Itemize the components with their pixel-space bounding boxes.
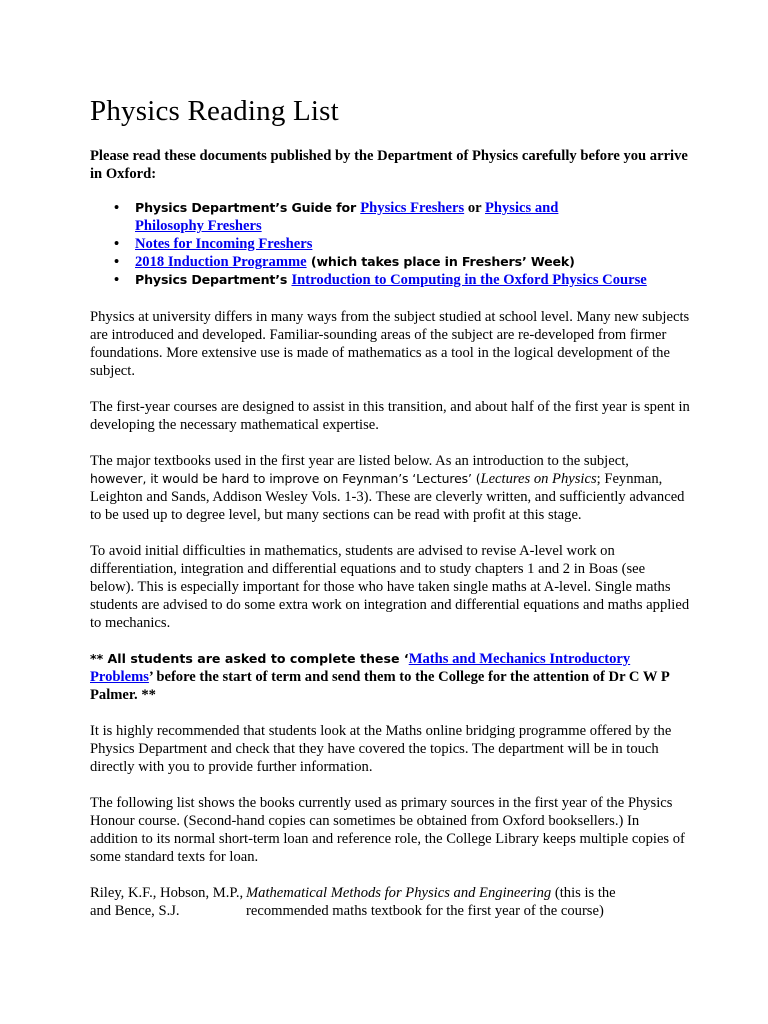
textbooks-rest: Leighton and Sands, Addison Wesley Vols. 1-3). These are cleverly written, and sufficiently advanced to be used up to degree level, but many sections can be read with profit at this stage. (90, 489, 685, 523)
paragraph-major-textbooks (90, 452, 690, 524)
list-item-text (135, 199, 565, 235)
reference-row (90, 884, 690, 920)
induction-programme-link[interactable]: 2018 Induction Programme (135, 254, 307, 270)
reference-work (246, 884, 690, 920)
page-title: Physics Reading List (90, 95, 339, 127)
list-item-suffix: (which takes place in Freshers’ Week) (306, 254, 575, 269)
textbooks-line-1: The major textbooks used in the first year are listed below. As an introduction to the subject, (90, 453, 629, 469)
notes-incoming-freshers-link[interactable]: Notes for Incoming Freshers (135, 236, 313, 252)
physics-philosophy-freshers-link[interactable]: Physics and Philosophy Freshers (135, 200, 559, 234)
list-item (114, 253, 690, 271)
reference-title: Mathematical Methods for Physics and Engineering (246, 885, 552, 901)
bullet-icon: • (114, 272, 120, 288)
physics-freshers-link[interactable]: Physics Freshers (360, 200, 465, 216)
paragraph-first-year-courses: The first-year courses are designed to assist in this transition, and about half of the first year is spent in developing the necessary mathematical expertise. (90, 399, 690, 433)
notice-suffix: ’ before the start of term and send them to the College for the attention of Dr C W P Palmer. ** (90, 669, 669, 703)
notice-prefix: ** All students are asked to complete these ‘ (90, 651, 409, 666)
maths-mechanics-problems-link[interactable]: Maths and Mechanics Introductory Problems (90, 651, 631, 685)
bullet-icon: • (114, 236, 120, 252)
list-item-prefix: Physics Department’s Guide for (135, 200, 361, 215)
paragraph-bridging-programme: It is highly recommended that students look at the Maths online bridging programme offered by the Physics Department and check that they have covered the topics. The department will be in touch directly with you to provide further information. (90, 723, 672, 775)
list-item (114, 271, 690, 289)
reading-list-page (90, 90, 690, 920)
bullet-icon: • (114, 254, 120, 270)
bullet-icon: • (114, 200, 120, 216)
list-item-prefix: Physics Department’s (135, 272, 292, 287)
paragraph-maths-problems-notice (90, 650, 690, 704)
list-item (114, 199, 690, 235)
paragraph-maths-advice: To avoid initial difficulties in mathematics, students are advised to revise A-level work on differentiation, integration and differential equations and to study chapters 1 and 2 in Boas (see below). This is especially important for those who have taken single maths at A-level. Single maths students are advised to do some extra work on integration and differential equations and maths applied to mechanics. (90, 543, 690, 631)
textbooks-feynman-mention: however, it would be hard to improve on Feynman’s ‘Lectures’ ( (90, 471, 481, 486)
reference-note: (this is the recommended maths textbook for the first year of the course) (246, 885, 616, 919)
required-documents-list (90, 199, 690, 289)
list-item-connector: or (464, 200, 485, 216)
list-item (114, 235, 690, 253)
intro-computing-link[interactable]: Introduction to Computing in the Oxford Physics Course (291, 272, 647, 288)
textbooks-line-2-end: ; Feynman, (596, 471, 663, 487)
paragraph-book-sources: The following list shows the books currently used as primary sources in the first year of the Physics Honour course. (Second-hand copies can sometimes be obtained from Oxford booksellers.) In addition to its normal short-term loan and reference role, the College Library keeps multiple copies of some standard texts for loan. (90, 795, 685, 865)
feynman-book-title: Lectures on Physics (480, 471, 597, 487)
reference-authors: Riley, K.F., Hobson, M.P., and Bence, S.J. (90, 885, 244, 919)
intro-text: Please read these documents published by the Department of Physics carefully before you arrive in Oxford: (90, 148, 688, 182)
paragraph-university-physics: Physics at university differs in many ways from the subject studied at school level. Many new subjects are introduced and developed. Familiar-sounding areas of the subject are re-developed from firmer foundations. More extensive use is made of mathematics as a tool in the logical development of the subject. (90, 309, 690, 379)
